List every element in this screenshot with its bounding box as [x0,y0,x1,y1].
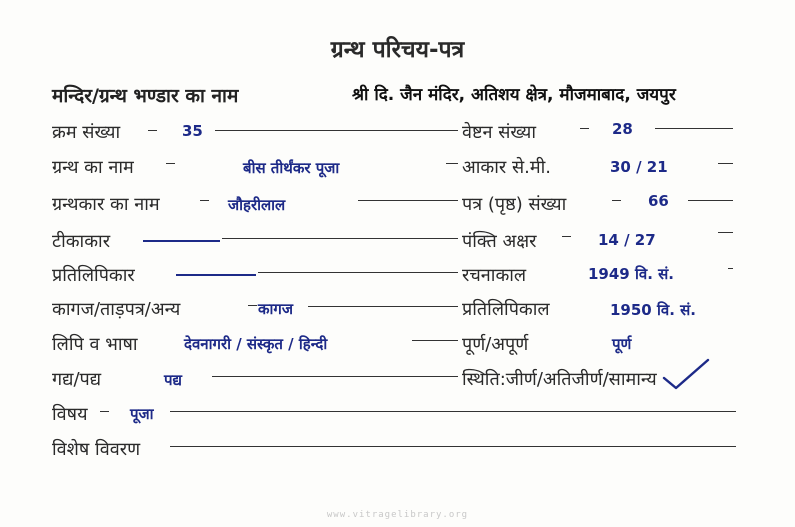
copyist-label: प्रतिलिपिकार [52,265,135,286]
line-letters-line [718,232,733,233]
copyist-line [258,272,458,273]
line-letters-value: 14 / 27 [598,231,656,249]
label-dash [148,130,157,131]
material-line [308,306,458,307]
book-name-value: बीस तीर्थंकर पूजा [243,159,340,177]
label-dash [612,200,621,201]
special-details-line [170,446,736,447]
material-value: कागज [258,300,293,318]
commentator-label: टीकाकार [52,231,111,252]
prose-verse-label: गद्य/पद्य [52,369,102,390]
author-name-value: जौहरीलाल [228,196,286,214]
commentator-blank-mark [143,240,220,242]
watermark: www.vitragelibrary.org [326,510,469,520]
label-dash [248,305,257,306]
copy-period-label: प्रतिलिपिकाल [462,299,550,320]
script-language-line [412,340,458,341]
composition-period-label: रचनाकाल [462,265,527,286]
composition-period-value: 1949 वि. सं. [588,265,674,283]
copy-period-value: 1950 वि. सं. [610,301,696,319]
label-dash [100,411,109,412]
leaf-count-line [688,200,733,201]
book-name-label: ग्रन्थ का नाम [52,157,134,178]
complete-incomplete-value: पूर्ण [612,335,632,353]
script-language-value: देवनागरी / संस्कृत / हिन्दी [184,335,328,353]
subject-label: विषय [52,404,88,425]
book-name-line [446,163,458,164]
commentator-line [222,238,458,239]
wrapper-number-value: 28 [612,120,633,138]
line-letters-label: पंक्ति अक्षर [462,231,537,252]
size-cm-line [718,163,733,164]
serial-number-line [215,130,458,131]
checkmark-icon [660,356,712,392]
label-dash [166,163,175,164]
prose-verse-value: पद्य [164,371,182,389]
serial-number-label: क्रम संख्या [52,122,121,143]
copyist-blank-mark [176,274,256,276]
subject-value: पूजा [130,405,154,423]
form-title: ग्रन्थ परिचय-पत्र [330,37,465,63]
condition-label: स्थिति:जीर्ण/अतिजीर्ण/सामान्य [462,369,657,390]
size-cm-value: 30 / 21 [610,158,668,176]
library-name-value: श्री दि. जैन मंदिर, अतिशय क्षेत्र, मौजमाबाद, जयपुर [352,85,676,105]
wrapper-number-line [655,128,733,129]
leaf-count-label: पत्र (पृष्ठ) संख्या [462,194,567,215]
label-dash [200,200,209,201]
author-name-line [358,200,458,201]
library-name-label: मन्दिर/ग्रन्थ भण्डार का नाम [52,85,239,107]
label-dash [562,236,571,237]
prose-verse-line [212,376,458,377]
size-cm-label: आकार से.मी. [462,157,552,178]
special-details-label: विशेष विवरण [52,439,141,460]
subject-line [170,411,736,412]
material-label: कागज/ताड़पत्र/अन्य [52,299,181,320]
wrapper-number-label: वेष्टन संख्या [462,122,537,143]
composition-period-line [728,268,733,269]
label-dash [580,128,589,129]
script-language-label: लिपि व भाषा [52,334,138,355]
author-name-label: ग्रन्थकार का नाम [52,194,160,215]
serial-number-value: 35 [182,122,203,140]
complete-incomplete-label: पूर्ण/अपूर्ण [462,334,529,355]
leaf-count-value: 66 [648,192,669,210]
